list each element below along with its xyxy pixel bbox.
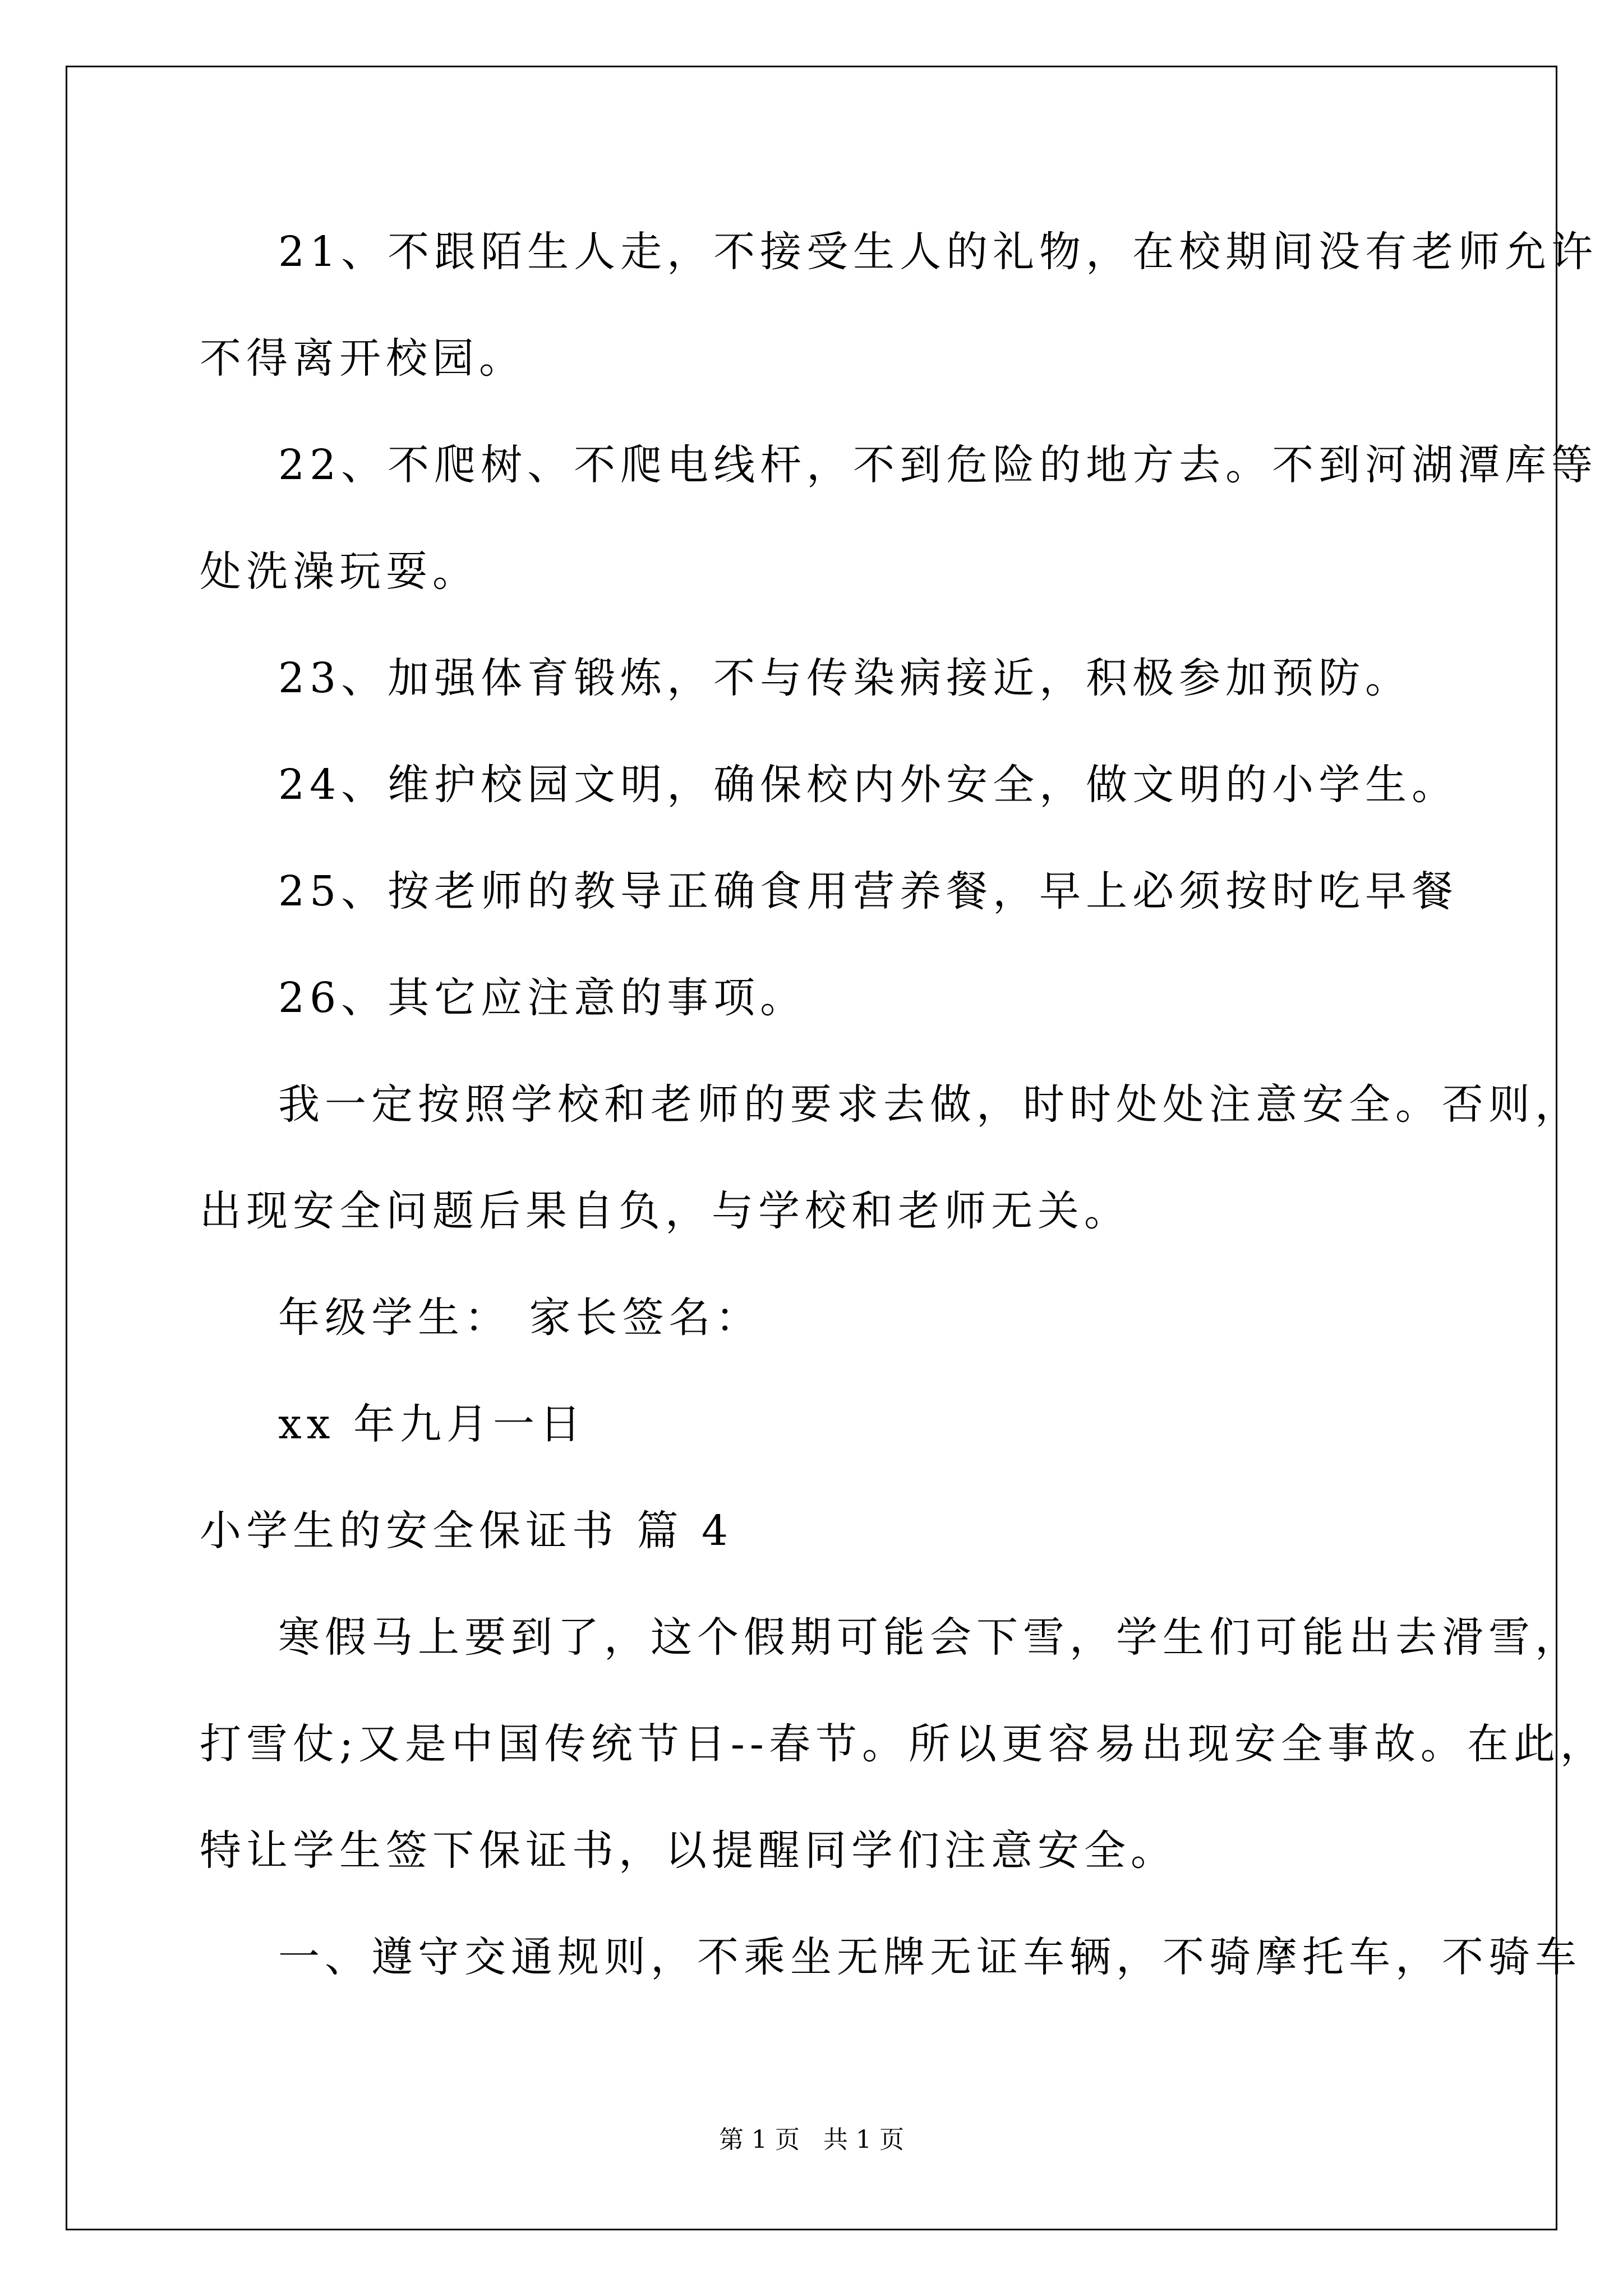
signature-line: 年级学生： 家长签名：: [278, 1294, 762, 1342]
pledge-line-2: 出现安全问题后果自负，与学校和老师无关。: [200, 1187, 1131, 1235]
item-21-line-1: 21、不跟陌生人走，不接受生人的礼物，在校期间没有老师允许: [278, 228, 1598, 276]
date-line: xx 年九月一日: [278, 1400, 586, 1448]
item-22-line-2: 处洗澡玩耍。: [200, 547, 479, 596]
rule-1-line-1: 一、遵守交通规则，不乘坐无牌无证车辆，不骑摩托车，不骑车: [278, 1933, 1581, 1981]
item-24: 24、维护校园文明，确保校内外安全，做文明的小学生。: [278, 761, 1459, 809]
item-26: 26、其它应注意的事项。: [278, 974, 807, 1022]
item-21-line-2: 不得离开校园。: [200, 334, 525, 383]
page-border: [66, 66, 1557, 2230]
page-footer: 第 1 页 共 1 页: [719, 2125, 904, 2154]
pledge-line-1: 我一定按照学校和老师的要求去做，时时处处注意安全。否则，: [278, 1080, 1581, 1129]
section-heading: 小学生的安全保证书 篇 4: [200, 1507, 734, 1555]
item-23: 23、加强体育锻炼，不与传染病接近，积极参加预防。: [278, 654, 1412, 702]
item-22-line-1: 22、不爬树、不爬电线杆，不到危险的地方去。不到河湖潭库等: [278, 441, 1598, 489]
intro-line-2: 打雪仗;又是中国传统节日--春节。所以更容易出现安全事故。在此，: [200, 1720, 1607, 1768]
intro-line-1: 寒假马上要到了，这个假期可能会下雪，学生们可能出去滑雪，: [278, 1613, 1581, 1662]
item-25: 25、按老师的教导正确食用营养餐，早上必须按时吃早餐: [278, 867, 1459, 915]
intro-line-3: 特让学生签下保证书，以提醒同学们注意安全。: [200, 1826, 1177, 1875]
